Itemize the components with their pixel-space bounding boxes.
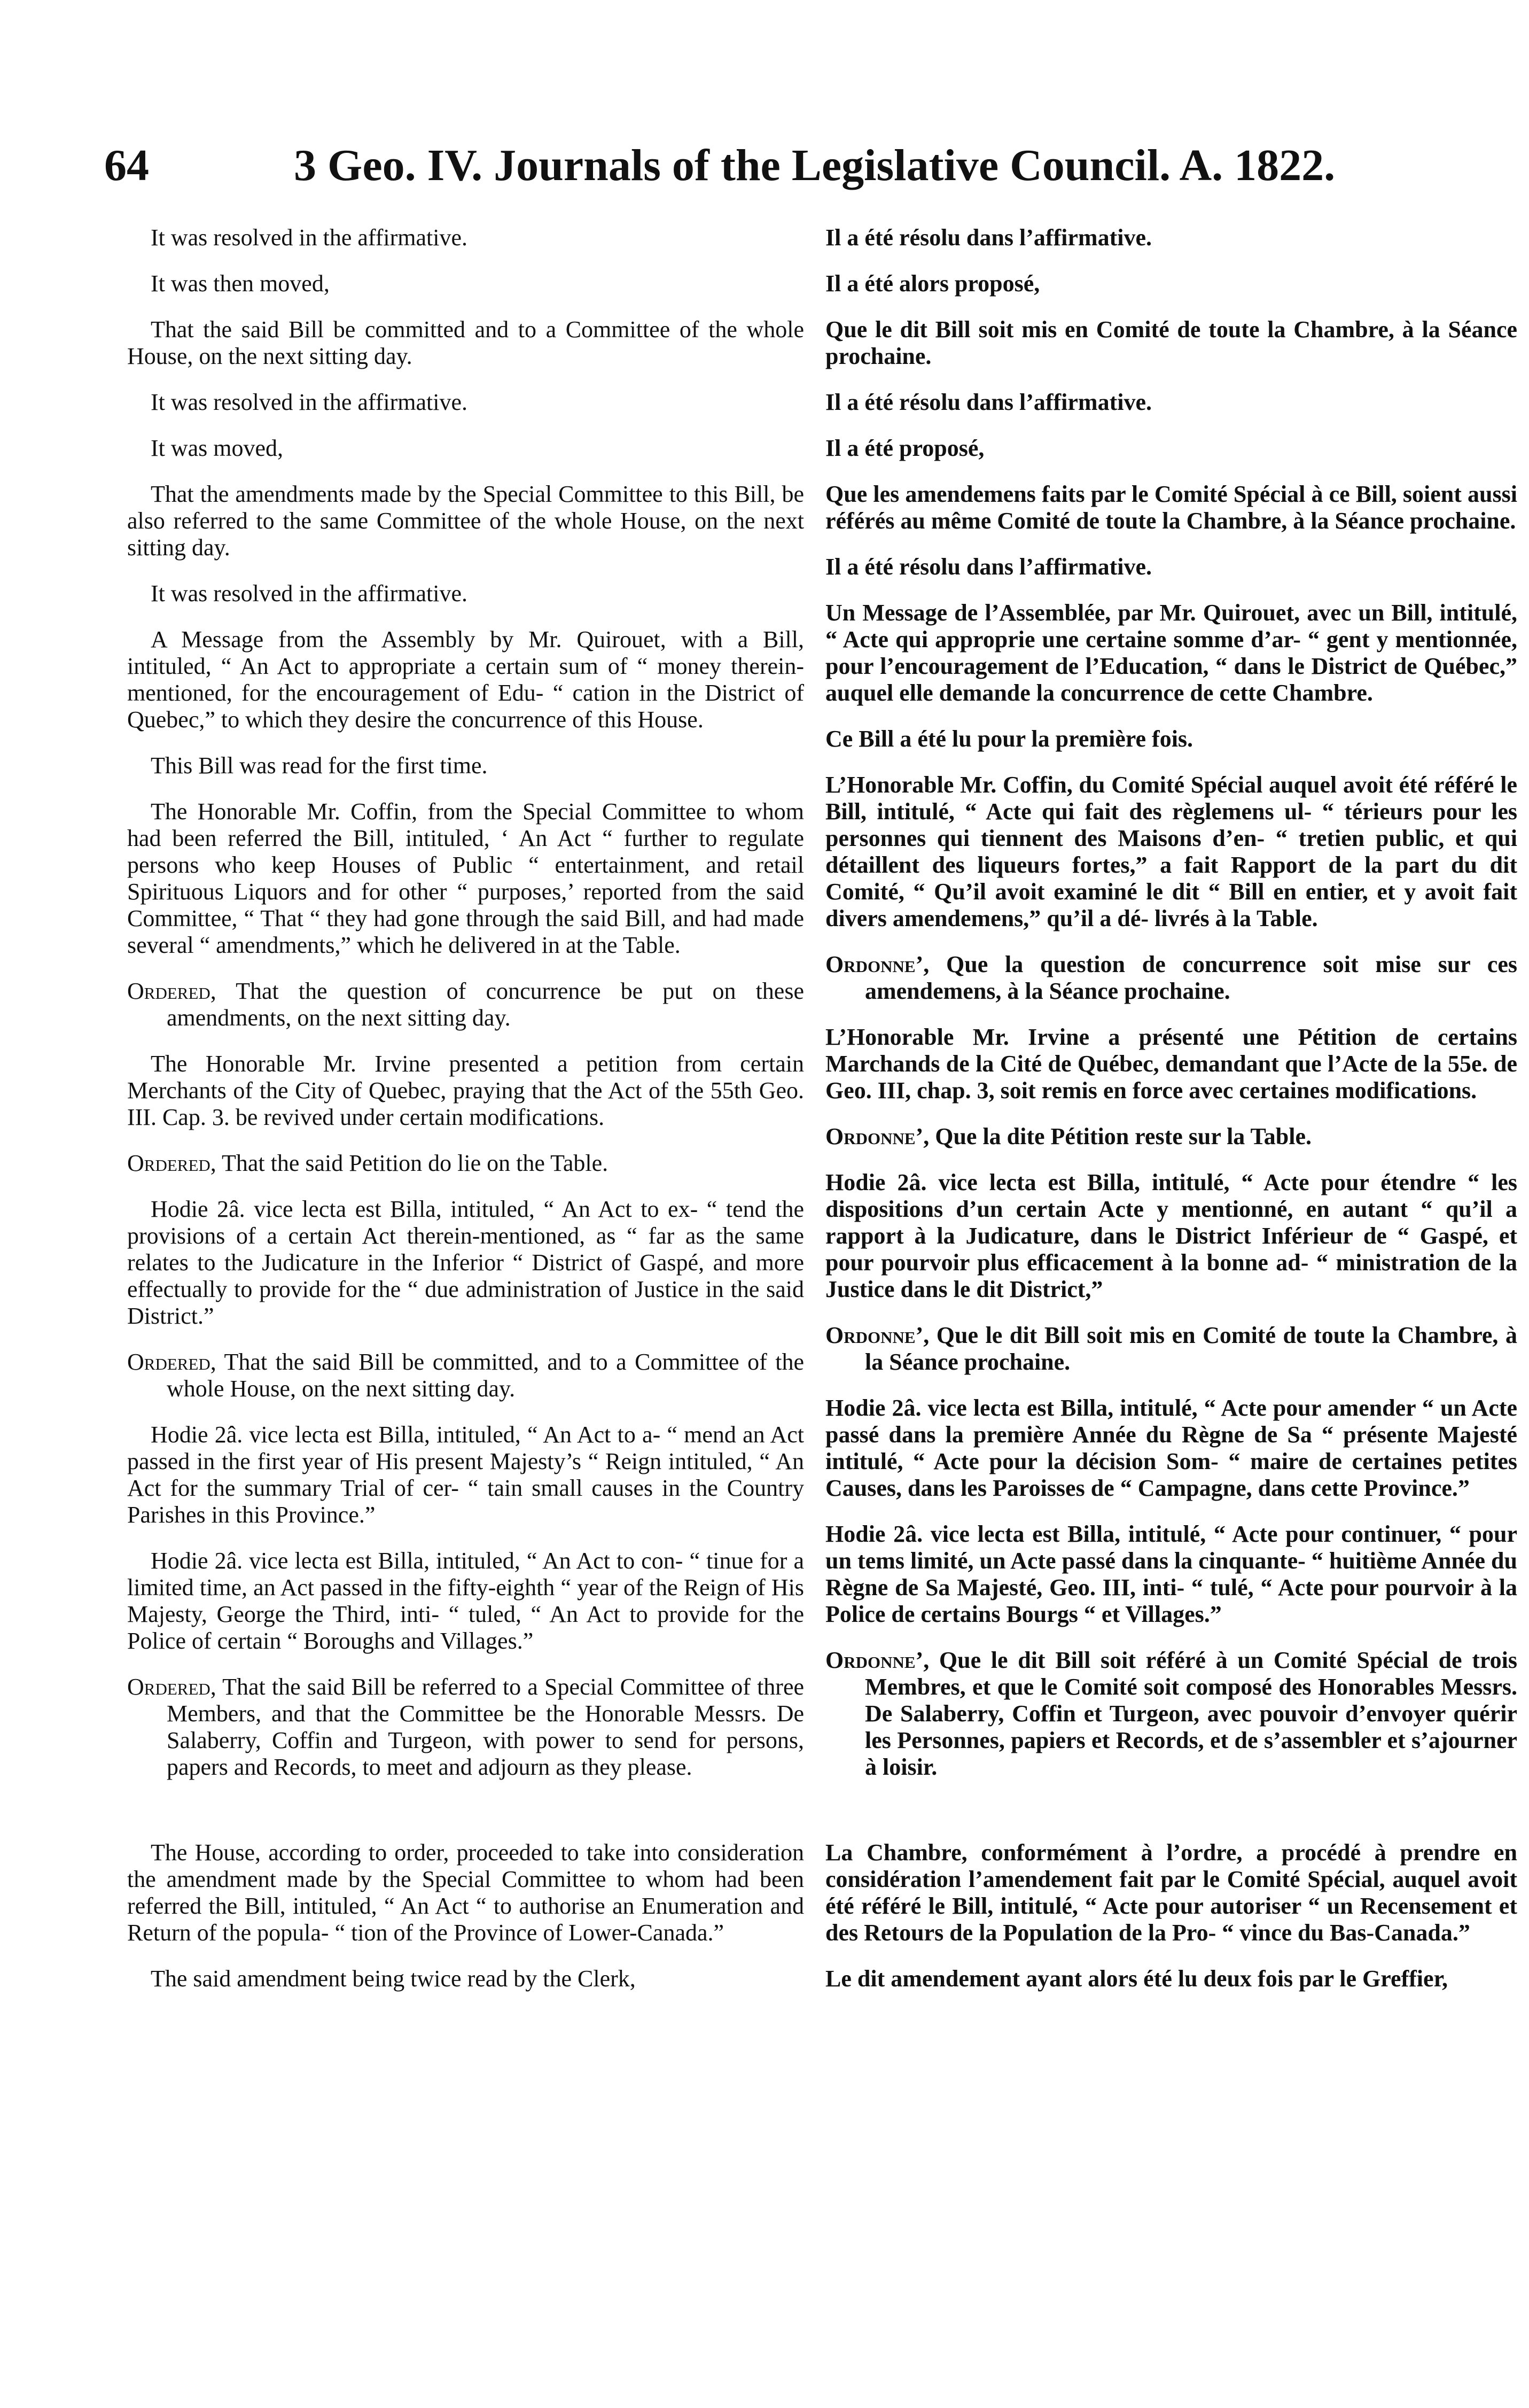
en-para-6: That the amendments made by the Special Committee to this Bill, be also referred to the same Committee of the whole House, on the next sitting day.	[127, 481, 804, 561]
en-para-17: Hodie 2â. vice lecta est Billa, intituled, “ An Act to con- “ tinue for a limited time, an Act passed in the fifty-eighth “ year of the Reign of His Majesty, George the Third, inti- “ tuled, “ An Act to provide for the Police of certain “ Boroughs and Villages.”	[127, 1548, 804, 1654]
en-para-11: Ordered, That the question of concurrence be put on these amendments, on the next sitting day.	[127, 978, 804, 1031]
fr-para-14: Hodie 2â. vice lecta est Billa, intitulé, “ Acte pour étendre “ les dispositions d’un certain Acte y mentionné, en autant “ qu’il a rapport à la Judicature, dans le District Inférieur de “ Gaspé, et pour pourvoir plus efficacement à la bonne ad- “ ministration de la Justice dans le dit District,”	[825, 1169, 1517, 1302]
en-para-18: Ordered, That the said Bill be referred to a Special Committee of three Members, and that the Committee be the Honorable Messrs. De Salaberry, Coffin and Turgeon, with power to send for persons, papers and Records, to meet and adjourn as they please.	[127, 1674, 804, 1780]
english-column	[127, 224, 804, 2309]
running-title: 3 Geo. IV. Journals of the Legislative Council. A. 1822.	[294, 141, 1336, 190]
en-para-20: The said amendment being twice read by the Clerk,	[151, 1966, 636, 1992]
en-para-14: Hodie 2â. vice lecta est Billa, intituled, “ An Act to ex- “ tend the provisions of a certain Act therein-mentioned, as “ far as the same relates to the Judicature in the Inferior “ District of Gaspé, and more effectually to provide for the “ due administration of Justice in the said District.”	[127, 1196, 804, 1329]
en-para-8: A Message from the Assembly by Mr. Quirouet, with a Bill, intituled, “ An Act to appropriate a certain sum of “ money therein-mentioned, for the encouragement of Edu- “ cation in the District of Quebec,” to which they desire the concurrence of this House.	[127, 626, 804, 733]
en-para-2: It was then moved,	[151, 270, 330, 297]
page-number: 64	[104, 141, 149, 190]
fr-para-5: Il a été proposé,	[825, 435, 985, 461]
en-para-12: The Honorable Mr. Irvine presented a petition from certain Merchants of the City of Quebec, praying that the Act of the 55th Geo. III. Cap. 3. be revived under certain modifications.	[127, 1051, 804, 1130]
fr-para-3: Que le dit Bill soit mis en Comité de toute la Chambre, à la Séance prochaine.	[825, 316, 1517, 369]
fr-para-12: L’Honorable Mr. Irvine a présenté une Pétition de certains Marchands de la Cité de Québec, demandant que l’Acte de la 55e. de Geo. III, chap. 3, soit remis en force avec certaines modifications.	[825, 1024, 1517, 1104]
fr-para-17: Hodie 2â. vice lecta est Billa, intitulé, “ Acte pour continuer, “ pour un tems limité, un Acte passé dans la cinquante- “ huitième Année du Règne de Sa Majesté, Geo. III, inti- “ tulé, “ Acte pour pourvoir à la Police de certains Bourgs “ et Villages.”	[825, 1521, 1517, 1627]
fr-para-11: Ordonne’, Que la question de concurrence soit mise sur ces amendemens, à la Séance prochaine.	[825, 951, 1517, 1004]
en-para-19: The House, according to order, proceeded to take into consideration the amendment made by the Special Committee to whom had been referred the Bill, intituled, “ An Act “ to authorise an Enumeration and Return of the popula- “ tion of the Province of Lower-Canada.”	[127, 1839, 804, 1946]
en-para-15: Ordered, That the said Bill be committed, and to a Committee of the whole House, on the next sitting day.	[127, 1349, 804, 1402]
en-para-7: It was resolved in the affirmative.	[151, 580, 467, 607]
fr-para-4: Il a été résolu dans l’affirmative.	[825, 389, 1152, 415]
en-para-4: It was resolved in the affirmative.	[151, 389, 467, 415]
fr-para-1: Il a été résolu dans l’affirmative.	[825, 224, 1152, 251]
en-para-9: This Bill was read for the first time.	[151, 752, 488, 779]
en-para-5: It was moved,	[151, 435, 284, 461]
fr-para-13: Ordonne’, Que la dite Pétition reste sur la Table.	[825, 1123, 1312, 1149]
fr-para-20: Le dit amendement ayant alors été lu deux fois par le Greffier,	[825, 1966, 1448, 1992]
fr-para-9: Ce Bill a été lu pour la première fois.	[825, 726, 1193, 752]
fr-para-10: L’Honorable Mr. Coffin, du Comité Spécial auquel avoit été référé le Bill, intitulé, “ Acte qui fait des règlemens ul- “ térieurs pour les personnes qui tiennent des Maisons d’en- “ tretien public, et qui détaillent des liqueurs fortes,” a fait Rapport de la part du dit Comité, “ Qu’il avoit examiné le dit “ Bill en entier, et y avoit fait divers amendemens,” qu’il a dé- livrés à la Table.	[825, 772, 1517, 931]
fr-para-16: Hodie 2â. vice lecta est Billa, intitulé, “ Acte pour amender “ un Acte passé dans la première Année du Règne de Sa “ présente Majesté intitulé, “ Acte pour la décision Som- “ maire de certaines petites Causes, dans les Paroisses de “ Campagne, dans cette Province.”	[825, 1395, 1517, 1501]
en-para-3: That the said Bill be committed and to a Committee of the whole House, on the next sitting day.	[127, 316, 804, 369]
fr-para-15: Ordonne’, Que le dit Bill soit mis en Comité de toute la Chambre, à la Séance prochaine.	[825, 1322, 1517, 1375]
fr-para-18: Ordonne’, Que le dit Bill soit référé à un Comité Spécial de trois Membres, et que le Comité soit composé des Honorables Messrs. De Salaberry, Coffin et Turgeon, avec pouvoir d’envoyer quérir les Personnes, papiers et Records, et de s’assembler et s’ajourner à loisir.	[825, 1647, 1517, 1780]
fr-para-7: Il a été résolu dans l’affirmative.	[825, 554, 1152, 580]
en-para-16: Hodie 2â. vice lecta est Billa, intituled, “ An Act to a- “ mend an Act passed in the first year of His present Majesty’s “ Reign intituled, “ An Act for the summary Trial of cer- “ tain small causes in the Country Parishes in this Province.”	[127, 1422, 804, 1528]
en-para-1: It was resolved in the affirmative.	[151, 224, 467, 251]
fr-para-19: La Chambre, conformément à l’ordre, a procédé à prendre en considération l’amendement fait par le Comité Spécial, auquel avoit été référé le Bill, intitulé, “ Acte pour autoriser “ un Recensement et des Retours de la Population de la Pro- “ vince du Bas-Canada.”	[825, 1839, 1517, 1946]
fr-para-6: Que les amendemens faits par le Comité Spécial à ce Bill, soient aussi référés au même Comité de toute la Chambre, à la Séance prochaine.	[825, 481, 1517, 534]
french-column	[825, 224, 1517, 2309]
fr-para-8: Un Message de l’Assemblée, par Mr. Quirouet, avec un Bill, intitulé, “ Acte qui approprie une certaine somme d’ar- “ gent y mentionnée, pour l’encouragement de l’Education, “ dans le District de Québec,” auquel elle demande la concurrence de cette Chambre.	[825, 600, 1517, 706]
en-para-13: Ordered, That the said Petition do lie on the Table.	[127, 1150, 609, 1176]
page-header	[104, 136, 1472, 195]
en-para-10: The Honorable Mr. Coffin, from the Special Committee to whom had been referred the Bill, intituled, ‘ An Act “ further to regulate persons who keep Houses of Public “ entertainment, and retail Spirituous Liquors and for other “ purposes,’ reported from the said Committee, “ That “ they had gone through the said Bill, and had made several “ amendments,” which he delivered in at the Table.	[127, 798, 804, 958]
fr-para-2: Il a été alors proposé,	[825, 270, 1040, 297]
